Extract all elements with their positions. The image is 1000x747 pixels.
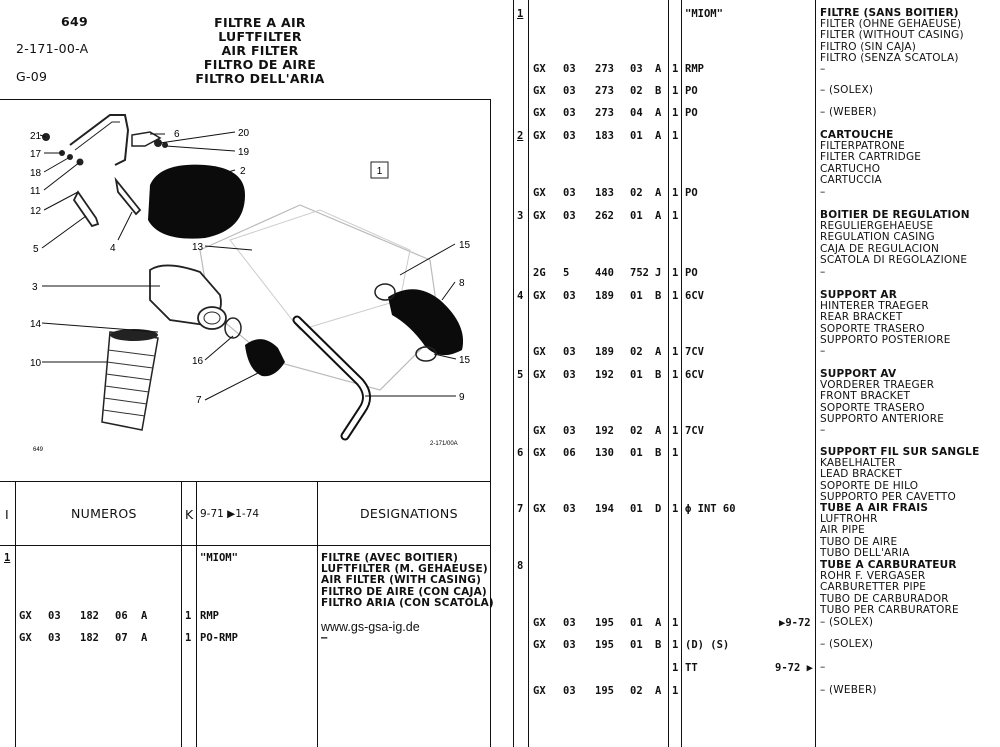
part-field: D: [655, 503, 662, 515]
designation-line: SUPPORTO POSTERIORE: [820, 333, 951, 346]
part-field: 2G: [533, 267, 546, 279]
designation-line: SCATOLA DI REGOLAZIONE: [820, 253, 968, 266]
part-date: 9-72 ▶: [775, 662, 813, 674]
part-qty: 1: [672, 425, 679, 437]
part-field: 01: [630, 617, 643, 629]
part-field: GX: [533, 346, 546, 358]
part-field: 183: [595, 130, 614, 142]
designation-line: –: [820, 63, 826, 76]
part-field: A: [655, 425, 662, 437]
callout-8: 8: [459, 278, 465, 289]
part-field: GX: [533, 425, 546, 437]
part-index: A: [141, 632, 148, 644]
designation-line: –: [820, 266, 826, 278]
part-qty: 1: [672, 447, 679, 459]
col-divider: [15, 481, 16, 747]
row-designation: [820, 369, 944, 425]
designation-line: FRONT BRACKET: [820, 390, 911, 403]
callout-17: 17: [30, 149, 42, 160]
title-de: LUFTFILTER: [218, 29, 302, 44]
callout-21: 21: [30, 131, 42, 142]
designation-line: VORDERER TRAEGER: [820, 379, 935, 392]
part-field: GX: [533, 639, 546, 651]
row-item-number: 6: [517, 447, 524, 459]
part-note: PO: [685, 187, 698, 199]
reference-code: 2-171-00-A: [16, 41, 89, 56]
col-divider: [815, 0, 816, 747]
designation-line: CARTUCHO: [820, 162, 881, 175]
part-date: ▶9-72: [779, 617, 811, 629]
part-field: 03: [563, 63, 576, 75]
part-field: 03: [563, 369, 576, 381]
part-field: 440: [595, 267, 614, 279]
designation-line: TUBO DE AIRE: [820, 535, 898, 548]
callout-16: 16: [192, 356, 204, 367]
title-en: AIR FILTER: [221, 43, 299, 58]
table-row-designation: [321, 553, 494, 609]
part-field: B: [655, 639, 662, 651]
designation-line: SUPPORTO ANTERIORE: [820, 412, 945, 425]
part-field: B: [655, 85, 662, 97]
designation-line: FILTRO (SENZA SCATOLA): [820, 51, 959, 64]
callout-15a: 15: [459, 240, 471, 251]
part-note: 6CV: [685, 290, 704, 302]
part-field: A: [655, 107, 662, 119]
callout-7: 7: [196, 395, 202, 406]
part-prefix: GX: [19, 610, 32, 622]
designation-line: – (WEBER): [820, 684, 877, 696]
part-field: 03: [563, 617, 576, 629]
part-qty: 1: [672, 267, 679, 279]
part-qty: 1: [672, 290, 679, 302]
part-field: 02: [630, 85, 643, 97]
designation-line: FILTER (WITHOUT CASING): [820, 29, 964, 42]
part-field: 03: [563, 685, 576, 697]
row-item-number: 2: [517, 130, 524, 142]
part-field: B: [655, 447, 662, 459]
group-code: G-09: [16, 69, 48, 84]
row-item-number: 8: [517, 560, 524, 572]
designation-line: FILTER CARTRIDGE: [820, 151, 922, 164]
part-note: 7CV: [685, 346, 704, 358]
part-field: B: [655, 369, 662, 381]
row-designation: [820, 8, 964, 75]
part-field: 130: [595, 447, 614, 459]
part-note: PO-RMP: [200, 632, 238, 644]
col-divider: [668, 0, 669, 747]
part-field: 03: [563, 346, 576, 358]
part-qty: 1: [672, 662, 679, 674]
row-designation: [820, 267, 825, 278]
diagram-small-code-right: 2-171/00A: [430, 441, 458, 447]
part-note: (D) (S): [685, 639, 730, 651]
designation-line: – (SOLEX): [820, 84, 874, 96]
part-field: 02: [630, 187, 643, 199]
designation-line: –: [820, 345, 826, 357]
part-field: GX: [533, 503, 546, 515]
row-item-number: 4: [517, 290, 524, 302]
table-row-item: 1: [4, 552, 11, 564]
designation-line: HINTERER TRAEGER: [820, 300, 929, 313]
designation-line: SUPPORT AV: [820, 368, 897, 380]
part-field: A: [655, 685, 662, 697]
part-qty: 1: [672, 107, 679, 119]
row-designation: [820, 617, 873, 628]
part-field: 262: [595, 210, 614, 222]
diagram-bottom-border: [0, 481, 491, 482]
callout-10: 10: [30, 358, 42, 369]
row-designation: [820, 425, 825, 436]
part-qty: 1: [672, 617, 679, 629]
part-note: 7CV: [685, 425, 704, 437]
part-field: 06: [563, 447, 576, 459]
designation-line: SOPORTE TRASERO: [820, 322, 925, 335]
part-field: A: [655, 346, 662, 358]
part-field: GX: [533, 187, 546, 199]
part-field: 752: [630, 267, 649, 279]
part-field: 195: [595, 639, 614, 651]
callout-6: 6: [174, 129, 180, 140]
part-field: 03: [563, 85, 576, 97]
header-col-date: 9-71 ▶1-74: [200, 508, 260, 520]
part-field: A: [655, 210, 662, 222]
header-col-i: I: [5, 507, 9, 522]
row-item-number: 1: [517, 8, 524, 20]
header-bottom-border: [0, 545, 491, 546]
part-field: J: [655, 267, 662, 279]
part-note: "MIOM": [685, 8, 723, 20]
designation-line: REGULATION CASING: [820, 231, 935, 244]
callout-5: 5: [33, 244, 39, 255]
part-field: 01: [630, 210, 643, 222]
part-field: GX: [533, 369, 546, 381]
row-item-number: 3: [517, 210, 524, 222]
part-field: 183: [595, 187, 614, 199]
header-col-designations: DESIGNATIONS: [360, 506, 458, 521]
row-designation: [820, 346, 825, 357]
part-index: A: [141, 610, 148, 622]
callout-12: 12: [30, 206, 42, 217]
part-field: 03: [563, 130, 576, 142]
part-field: GX: [533, 447, 546, 459]
part-field: 5: [563, 267, 570, 279]
part-field: GX: [533, 290, 546, 302]
part-field: GX: [533, 210, 546, 222]
part-field: 273: [595, 63, 614, 75]
part-qty: 1: [672, 639, 679, 651]
part-number: 182: [80, 632, 99, 644]
part-field: 03: [563, 503, 576, 515]
part-field: A: [655, 187, 662, 199]
part-qty: 1: [672, 685, 679, 697]
row-designation: [820, 187, 825, 198]
designation-line: TUBE A CARBURATEUR: [820, 559, 957, 571]
part-field: 02: [630, 425, 643, 437]
part-field: 02: [630, 346, 643, 358]
part-field: A: [655, 130, 662, 142]
designation-line: REGULIERGEHAEUSE: [820, 220, 934, 233]
part-field: GX: [533, 63, 546, 75]
part-field: 02: [630, 685, 643, 697]
row-designation: [820, 85, 873, 96]
title-block: [190, 16, 330, 86]
designation-line: AIR FILTER (WITH CASING): [321, 574, 482, 587]
left-page-right-border: [490, 99, 491, 747]
designation-line: LEAD BRACKET: [820, 468, 902, 481]
callout-3: 3: [32, 282, 38, 293]
part-group: 03: [48, 610, 61, 622]
col-divider: [196, 481, 197, 747]
row-designation: [820, 503, 928, 559]
designation-line: SUPPORT AR: [820, 289, 898, 301]
designation-line: FILTER (OHNE GEHAEUSE): [820, 18, 962, 31]
designation-line: – (WEBER): [820, 106, 877, 118]
part-qty: 1: [185, 632, 192, 644]
designation-line: TUBO DELL'ARIA: [820, 546, 910, 559]
part-note: ϕ INT 60: [685, 503, 736, 515]
part-qty: 1: [185, 610, 192, 622]
designation-line: LUFTROHR: [820, 513, 878, 526]
callout-14: 14: [30, 319, 42, 330]
part-field: 03: [563, 290, 576, 302]
designation-line: FILTRE (AVEC BOITIER): [321, 552, 459, 564]
designation-line: SOPORTE TRASERO: [820, 401, 925, 414]
part-note: PO: [685, 267, 698, 279]
designation-line: KABELHALTER: [820, 457, 896, 470]
callout-11: 11: [30, 186, 41, 197]
diagram-small-code-left: 649: [33, 447, 44, 453]
col-divider: [528, 0, 529, 747]
callout-4: 4: [110, 243, 116, 254]
designation-line: REAR BRACKET: [820, 311, 903, 324]
part-field: 273: [595, 107, 614, 119]
row-item-number: 5: [517, 369, 524, 381]
part-suffix: 06: [115, 610, 128, 622]
callout-19: 19: [238, 147, 250, 158]
part-field: 195: [595, 685, 614, 697]
title-fr: FILTRE A AIR: [214, 15, 306, 30]
row-designation: [820, 639, 873, 650]
part-field: 03: [630, 63, 643, 75]
designation-line: FILTRO DE AIRE (CON CAJA): [321, 585, 487, 598]
designation-line: FILTRO ARIA (CON SCATOLA): [321, 596, 494, 609]
callout-9: 9: [459, 392, 465, 403]
part-field: 189: [595, 346, 614, 358]
designation-line: SUPPORT FIL SUR SANGLE: [820, 446, 980, 458]
part-note: PO: [685, 107, 698, 119]
header-col-k: K: [185, 507, 194, 522]
part-field: 01: [630, 639, 643, 651]
part-field: 01: [630, 130, 643, 142]
designation-line: TUBO PER CARBURATORE: [820, 603, 959, 616]
designation-line: FILTERPATRONE: [820, 140, 905, 153]
designation-line: CARTOUCHE: [820, 129, 894, 141]
part-field: 03: [563, 639, 576, 651]
part-qty: 1: [672, 85, 679, 97]
col-divider: [181, 481, 182, 747]
part-qty: 1: [672, 187, 679, 199]
row-item-number: 7: [517, 503, 524, 515]
diagram-box-number: 1: [376, 166, 383, 177]
callout-18: 18: [30, 168, 42, 179]
part-qty: 1: [672, 63, 679, 75]
col-divider: [317, 481, 318, 747]
designation-line: –: [820, 661, 826, 673]
designation-line: FILTRO (SIN CAJA): [820, 40, 917, 53]
designation-line: –: [820, 424, 826, 436]
title-es: FILTRO DE AIRE: [203, 57, 317, 72]
designation-line: AIR PIPE: [820, 524, 865, 537]
page-number: 649: [61, 14, 88, 29]
part-qty: 1: [672, 130, 679, 142]
part-field: 03: [563, 425, 576, 437]
row-designation: [820, 662, 825, 673]
row-designation: [820, 447, 979, 503]
exploded-diagram: [0, 100, 490, 480]
part-field: A: [655, 617, 662, 629]
row-designation: [820, 130, 921, 186]
part-field: A: [655, 63, 662, 75]
part-qty: 1: [672, 346, 679, 358]
part-field: 273: [595, 85, 614, 97]
designation-line: SOPORTE DE HILO: [820, 479, 919, 492]
designation-line: ROHR F. VERGASER: [820, 570, 926, 583]
part-field: 03: [563, 210, 576, 222]
row-designation: [820, 210, 970, 266]
callout-15b: 15: [459, 355, 471, 366]
designation-line: FILTRE (SANS BOITIER): [820, 7, 959, 19]
part-field: 01: [630, 290, 643, 302]
designation-line: LUFTFILTER (M. GEHAEUSE): [321, 563, 488, 576]
part-field: 03: [563, 107, 576, 119]
col-divider: [513, 0, 514, 747]
part-field: GX: [533, 685, 546, 697]
designation-line: CAJA DE REGULACION: [820, 242, 939, 255]
col-divider: [681, 0, 682, 747]
part-field: 03: [563, 187, 576, 199]
part-field: GX: [533, 85, 546, 97]
part-field: 01: [630, 369, 643, 381]
callout-2: 2: [240, 166, 246, 177]
part-qty: 1: [672, 369, 679, 381]
part-prefix: GX: [19, 632, 32, 644]
part-field: 189: [595, 290, 614, 302]
row-designation: [820, 685, 877, 696]
part-note: 6CV: [685, 369, 704, 381]
row-designation: [820, 290, 951, 346]
part-field: GX: [533, 617, 546, 629]
callout-13: 13: [192, 242, 204, 253]
part-note: RMP: [200, 610, 219, 622]
website-link[interactable]: www.gs-gsa-ig.de: [321, 620, 420, 634]
part-field: GX: [533, 130, 546, 142]
part-field: 01: [630, 447, 643, 459]
part-suffix: 07: [115, 632, 128, 644]
designation-line: CARBURETTER PIPE: [820, 581, 927, 594]
part-note: PO: [685, 85, 698, 97]
designation-line: TUBE A AIR FRAIS: [820, 502, 929, 514]
table-row-note: "MIOM": [200, 552, 238, 564]
row-designation: [820, 107, 877, 118]
designation-line: –: [321, 632, 328, 644]
part-note: RMP: [685, 63, 704, 75]
part-field: B: [655, 290, 662, 302]
header-col-numeros: NUMEROS: [71, 506, 137, 521]
designation-line: TUBO DE CARBURADOR: [820, 592, 949, 605]
part-note: TT: [685, 662, 698, 674]
part-field: 194: [595, 503, 614, 515]
part-field: 192: [595, 369, 614, 381]
callout-20: 20: [238, 128, 250, 139]
part-field: 192: [595, 425, 614, 437]
part-field: 195: [595, 617, 614, 629]
designation-line: BOITIER DE REGULATION: [820, 209, 970, 221]
designation-line: –: [820, 186, 826, 198]
part-field: 04: [630, 107, 643, 119]
part-qty: 1: [672, 503, 679, 515]
designation-line: CARTUCCIA: [820, 173, 882, 186]
part-group: 03: [48, 632, 61, 644]
part-field: GX: [533, 107, 546, 119]
part-field: 01: [630, 503, 643, 515]
part-qty: 1: [672, 210, 679, 222]
designation-line: – (SOLEX): [820, 616, 874, 628]
title-it: FILTRO DELL'ARIA: [195, 71, 325, 86]
row-designation: [820, 560, 959, 616]
part-number: 182: [80, 610, 99, 622]
designation-line: – (SOLEX): [820, 638, 874, 650]
designation-line: SUPPORTO PER CAVETTO: [820, 490, 956, 503]
